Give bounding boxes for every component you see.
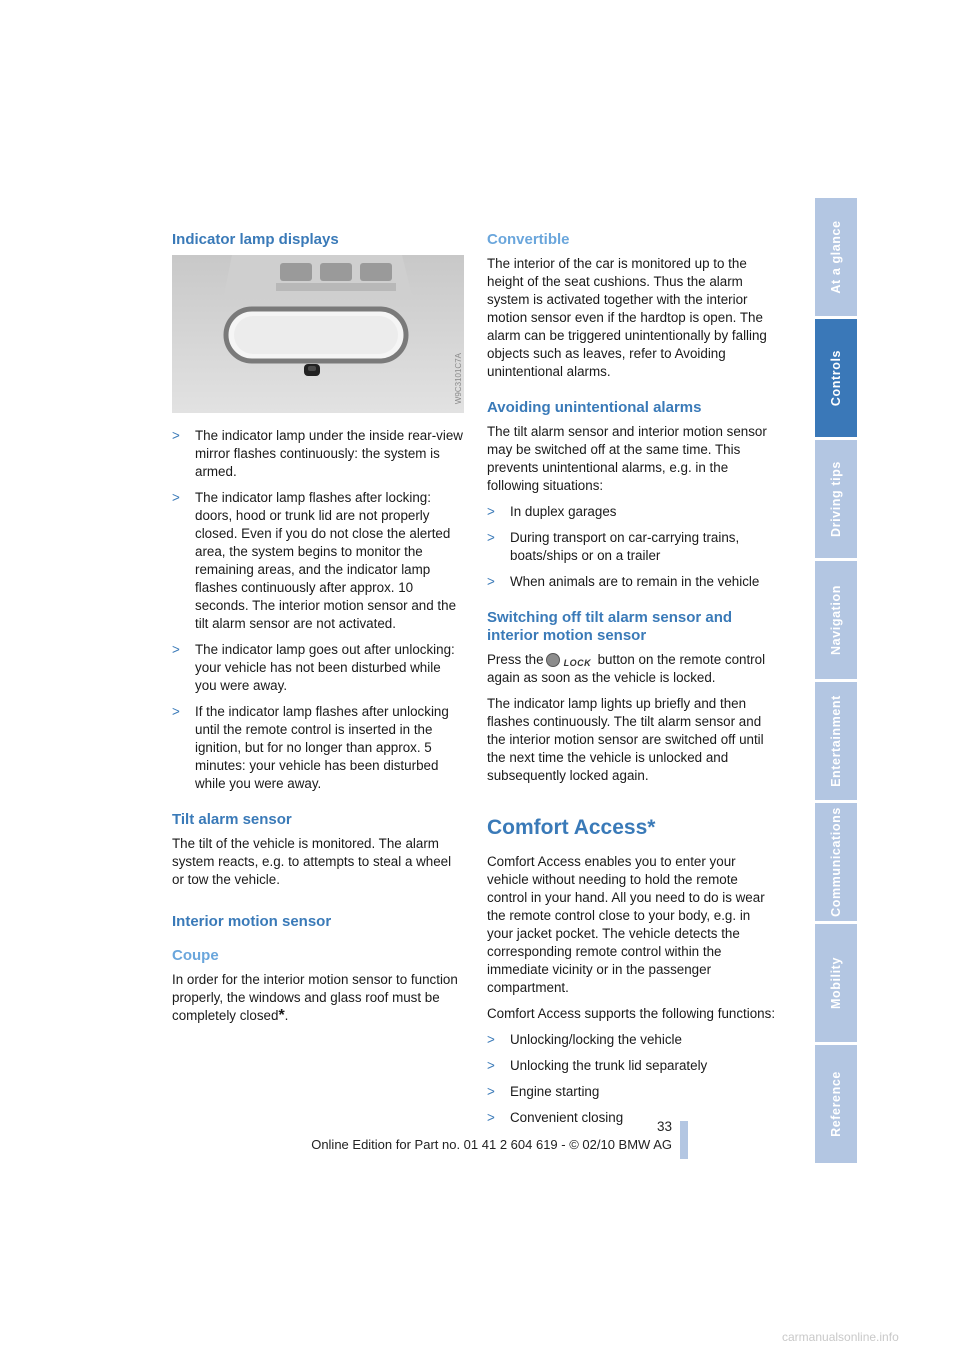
list-item: > In duplex garages [487,504,617,519]
bullet-marker: > [172,704,180,719]
lock-label: LOCK [563,658,592,668]
list-item: > Unlocking/locking the vehicle [487,1032,682,1047]
list-item: > Unlocking the trunk lid separately [487,1058,708,1073]
bullet-marker: > [487,1058,495,1073]
tilt-heading: Tilt alarm sensor [172,811,292,828]
tab-entertainment[interactable]: Entertainment [815,682,857,800]
tab-communications[interactable]: Communications [815,803,857,921]
tab-driving-tips[interactable]: Driving tips [815,440,857,558]
list-item: > The indicator lamp under the inside rear-view mirror flashes continuously: the system is armed. [172,428,463,479]
tab-reference[interactable]: Reference [815,1045,857,1163]
bullet-marker: > [487,1032,495,1047]
section-tabs [815,198,857,1166]
right-column [487,231,779,1135]
motion-heading: Interior motion sensor [172,913,332,930]
convertible-heading: Convertible [487,231,570,248]
bullet-marker: > [172,428,180,443]
tab-controls[interactable]: Controls [815,319,857,437]
comfort-text-1: Comfort Access enables you to enter your vehicle without needing to hold the remote control in your hand. All you need to do is wear the remote control close to your body, e.g. in your jacket pocket. The vehicle detects the corresponding remote control within the immediate vicinity or in the passenger compartment. [487,854,765,995]
comfort-list [487,1031,779,1127]
indicator-list [172,427,464,793]
indicator-heading: Indicator lamp displays [172,231,339,248]
watermark: carmanualsonline.info [782,1330,899,1344]
rear-view-mirror-image [172,255,464,413]
comfort-text-2: Comfort Access supports the following functions: [487,1006,776,1021]
bullet-marker: > [487,1110,495,1125]
lock-button-icon [546,653,596,667]
list-item: > The indicator lamp flashes after locking: doors, hood or trunk lid are not properly closed. Even if you do not close the alerted area, the system begins to monitor the remaining areas, and the indicator lamp flashes continuously after approx. 10 seconds. The interior motion sensor and the tilt alarm sensor are not activated. [172,490,457,631]
left-column [172,231,464,1033]
switch-text-2: The indicator lamp lights up briefly and then flashes continuously. The tilt alarm sensor and the interior motion sensor are switched off until the next time the vehicle is unlocked and subsequently locked again. [487,696,764,783]
bullet-marker: > [487,504,495,519]
avoid-text: The tilt alarm sensor and interior motion sensor may be switched off at the same time. This prevents unintentional alarms, e.g. in the following situations: [487,424,767,493]
coupe-text: In order for the interior motion sensor to function properly, the windows and glass roof must be completely closed*. [172,972,458,1024]
coupe-heading: Coupe [172,947,219,964]
optional-equipment-star: * [278,1007,285,1024]
mirror-illustration [172,255,464,413]
switch-heading: Switching off tilt alarm sensor and interior motion sensor [487,609,733,644]
page-number: 33 [656,1119,672,1134]
list-item: > The indicator lamp goes out after unlocking: your vehicle has not been disturbed while you were away. [172,642,455,693]
tab-mobility[interactable]: Mobility [815,924,857,1042]
list-item: > Engine starting [487,1084,600,1099]
avoid-list [487,503,779,591]
bullet-marker: > [487,530,495,545]
convertible-text: The interior of the car is monitored up to the height of the seat cushions. Thus the alarm system is activated together with the interior motion sensor even if the hardtop is open. The alarm can be triggered unintentionally by falling objects such as leaves, refer to Avoiding unintentional alarms. [487,256,767,379]
comfort-heading: Comfort Access* [487,816,656,839]
avoid-heading: Avoiding unintentional alarms [487,399,702,416]
tilt-text: The tilt of the vehicle is monitored. The alarm system reacts, e.g. to attempts to steal a wheel or tow the vehicle. [172,836,452,887]
list-item: > During transport on car-carrying trains, boats/ships or on a trailer [487,530,740,563]
bullet-marker: > [487,1084,495,1099]
tab-at-a-glance[interactable]: At a glance [815,198,857,316]
list-item: > When animals are to remain in the vehicle [487,574,760,589]
list-item: > Convenient closing [487,1110,624,1125]
tab-navigation[interactable]: Navigation [815,561,857,679]
bullet-marker: > [172,490,180,505]
image-code: W9C3101C7A [454,353,463,405]
bullet-marker: > [172,642,180,657]
bullet-marker: > [487,574,495,589]
edition-footer: Online Edition for Part no. 01 41 2 604 619 - © 02/10 BMW AG [311,1137,672,1152]
list-item: > If the indicator lamp flashes after unlocking until the remote control is inserted in the ignition, but for no longer than approx. 5 minutes: your vehicle has been disturbed while you were away. [172,704,449,791]
footer-bar [680,1121,688,1159]
switch-text: Press the LOCK button on the remote control again as soon as the vehicle is locked. [487,652,766,685]
